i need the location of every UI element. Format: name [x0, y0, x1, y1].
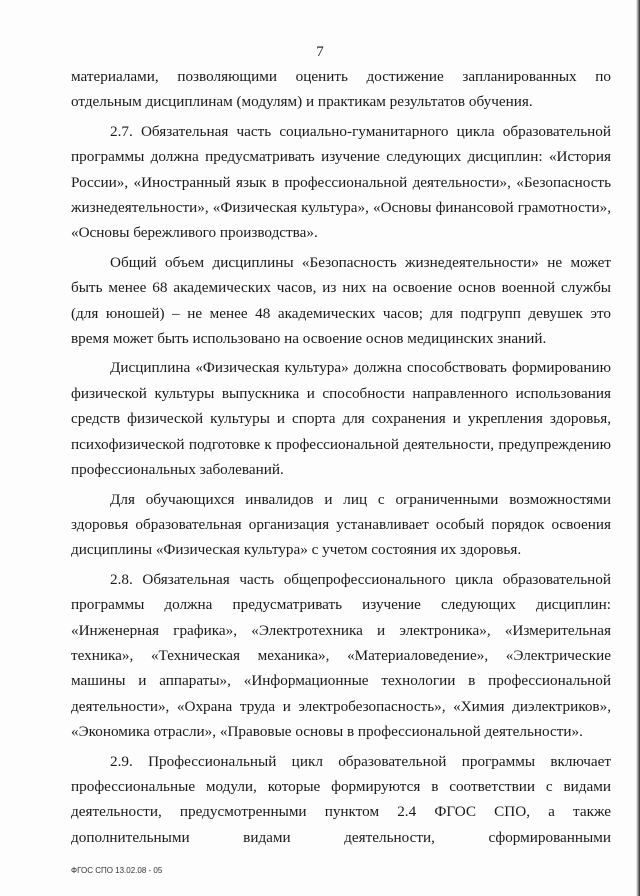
paragraph-2-8: 2.8. Обязательная часть общепрофессионального цикла образовательной программы должна предусматривать изучение следующих дисциплин: «Инженерная графика», «Электротехника и электроника», «Измерительная техника», «Техническая механика», «Материаловедение», «Электрические машины и аппараты», «Информационные технологии в профессиональной деятельности», «Охрана труда и электробезопасность», «Химия диэлектриков», «Экономика отрасли», «Правовые основы в профессиональной деятельности». [71, 570, 611, 741]
scan-edge [636, 0, 640, 896]
paragraph-disabled-students: Для обучающихся инвалидов и лиц с ограниченными возможностями здоровья образовательная организация устанавливает особый порядок освоения дисциплины «Физическая культура» с учетом состояния их здоровья. [71, 490, 611, 559]
paragraph-life-safety: Общий объем дисциплины «Безопасность жизнедеятельности» не может быть менее 68 академических часов, из них на освоение основ военной службы (для юношей) – не менее 48 академических часов; для подгрупп девушек это время может быть использовано на освоение основ медицинских знаний. [71, 253, 611, 348]
paragraph-2-7: 2.7. Обязательная часть социально-гуманитарного цикла образовательной программы должна предусматривать изучение следующих дисциплин: «История России», «Иностранный язык в профессиональной деятельности», «Безопасность жизнедеятельности», «Физическая культура», «Основы финансовой грамотности», «Основы бережливого производства». [71, 122, 611, 242]
page-number: 7 [316, 44, 324, 60]
document-body [71, 64, 611, 850]
paragraph-2-9: 2.9. Профессиональный цикл образовательной программы включает профессиональные модули, которые формируются в соответствии с видами деятельности, предусмотренными пунктом 2.4 ФГОС СПО, а также дополнительными видами деятельности, сформированными [71, 752, 611, 846]
paragraph-continuation: материалами, позволяющими оценить достижение запланированных по отдельным дисциплинам (модулям) и практикам результатов обучения. [71, 68, 611, 111]
paragraph-physical-culture: Дисциплина «Физическая культура» должна способствовать формированию физической культуры выпускника и способности направленного использования средств физической культуры и спорта для сохранения и укрепления здоровья, психофизической подготовке к профессиональной деятельности, предупреждению профессиональных заболеваний. [71, 359, 611, 479]
document-footer: ФГОС СПО 13.02.08 - 05 [71, 866, 163, 875]
